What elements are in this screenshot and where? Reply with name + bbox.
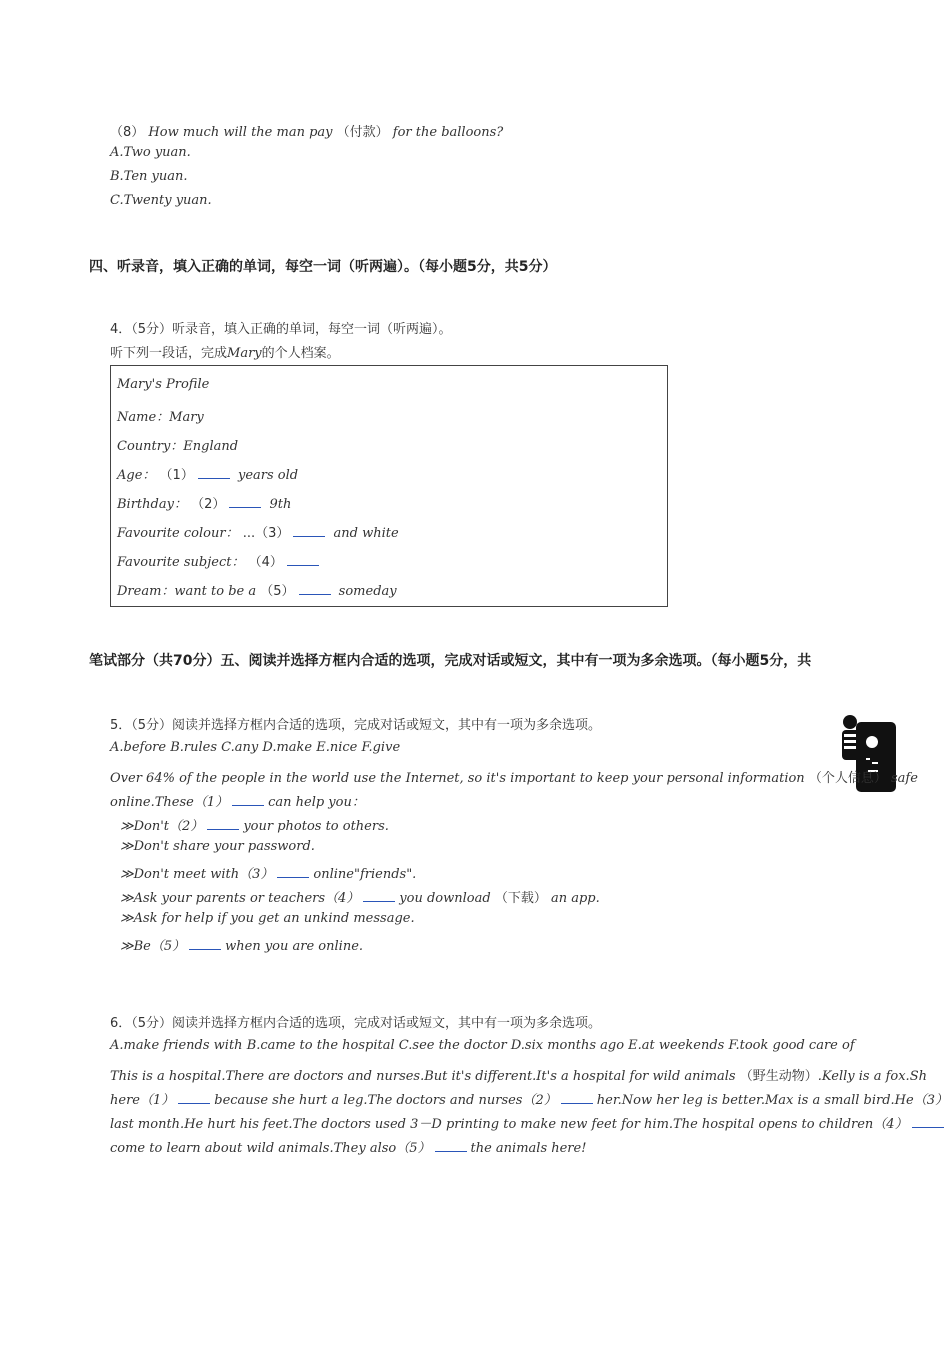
q5-rule-6-text: ≫Be（5） [120,939,186,954]
q4-instruction-name: Mary [227,346,262,361]
q6-line-2-tail: her.Now her leg is better.Max is a small bird.He（3） [596,1093,948,1108]
section-4-header: 四、听录音，填入正确的单词，每空一词（听两遍）。（每小题5分，共5分） [89,259,557,275]
profile-dream-label: Dream：want to be a [117,584,257,599]
q6-blank-4[interactable] [912,1115,944,1128]
q4-instruction-a: 听下列一段话，完成 [110,346,228,361]
q5-label: 5．（5分）阅读并选择方框内合适的选项，完成对话或短文，其中有一项为多余选项。 [110,718,602,733]
q5-line-2-text: online.These（1） [110,795,229,810]
answer-blank-4[interactable] [287,553,319,566]
q6-line-1-tail: .Kelly is a fox.Sh [817,1069,927,1084]
q5-line-1-text: Over 64% of the people in the world use the Internet, so it's important to keep your personal information [110,771,805,786]
q6-line-1-cn: （野生动物） [739,1069,818,1084]
answer-blank-5[interactable] [299,582,331,595]
q6-line-3 [110,1113,948,1132]
profile-colour-label: Favourite colour： [117,526,239,541]
profile-colour [117,522,399,541]
profile-dream-suffix: someday [338,584,397,599]
profile-name: Name：Mary [117,410,204,425]
q5-rule-4-mid: you download [399,891,491,906]
q5-rule-4-tail: an app. [550,891,600,906]
q6-line-2 [110,1089,948,1108]
blank-number-1: （1） [159,468,194,483]
profile-birthday [117,493,291,512]
q5-rule-3-text: ≫Don't meet with（3） [120,867,274,882]
q5-options: A.before B.rules C.any D.make E.nice F.give [110,740,401,755]
q5-blank-2[interactable] [207,817,239,830]
q6-options: A.make friends with B.came to the hospital C.see the doctor D.six months ago E.at weekends F.took good care of [110,1038,855,1053]
q8-option-b: B.Ten yuan. [110,169,188,184]
q6-line-1 [110,1065,927,1084]
profile-country: Country：England [117,439,239,454]
q5-rule-3-tail: online"friends". [313,867,417,882]
q6-blank-2[interactable] [561,1091,593,1104]
q8-question [110,121,503,140]
q4-label: 4．（5分）听录音，填入正确的单词，每空一词（听两遍）。 [110,322,452,337]
q5-rule-6 [120,935,363,954]
q5-rule-1-tail: your photos to others. [243,819,389,834]
q4-instruction [110,342,340,361]
q5-blank-5[interactable] [189,937,221,950]
q8-option-a: A.Two yuan. [110,145,191,160]
profile-birthday-suffix: 9th [269,497,292,512]
q8-question-cn: （付款） [336,125,389,140]
q5-rule-5: ≫Ask for help if you get an unkind message. [120,911,415,926]
answer-blank-2[interactable] [229,495,261,508]
profile-colour-suffix: and white [333,526,399,541]
q5-rule-4-cn: （下载） [494,891,547,906]
q6-passage [110,1062,948,1162]
q6-label: 6．（5分）阅读并选择方框内合适的选项，完成对话或短文，其中有一项为多余选项。 [110,1016,602,1031]
q8-question-text-b: for the balloons? [392,125,504,140]
q5-rule-1-text: ≫Don't（2） [120,819,204,834]
q5-rule-4 [120,887,600,906]
q6-blank-5[interactable] [435,1139,467,1152]
profile-title: Mary's Profile [117,377,210,392]
q5-rule-4-text: ≫Ask your parents or teachers（4） [120,891,360,906]
q8-question-text-a: How much will the man pay [148,125,333,140]
q6-line-4-tail: the animals here! [470,1141,587,1156]
blank-number-2: （2） [191,497,226,512]
q6-line-3-text: last month.He hurt his feet.The doctors used 3－D printing to make new feet for him.The hospital opens to children（4） [110,1117,908,1132]
q5-blank-4[interactable] [363,889,395,902]
q5-rule-2: ≫Don't share your password. [120,839,315,854]
blank-number-4: （4） [248,555,283,570]
profile-age-label: Age： [117,468,156,483]
profile-box [110,365,668,607]
section-5-header-clip [89,650,877,672]
answer-blank-3[interactable] [293,524,325,537]
q5-blank-3[interactable] [277,865,309,878]
q8-number: （8） [110,125,145,140]
q5-rule-6-tail: when you are online. [225,939,364,954]
q6-line-4 [110,1137,586,1156]
q5-blank-1[interactable] [232,793,264,806]
profile-dream [117,580,397,599]
q6-line-4-text: come to learn about wild animals.They also（5） [110,1141,431,1156]
q6-line-2-mid: because she hurt a leg.The doctors and nurses（2） [214,1093,557,1108]
q5-line-2-tail: can help you： [268,795,365,810]
blank-number-3: ...（3） [242,526,290,541]
q4-instruction-b: 的个人档案。 [261,346,340,361]
q5-rule-3 [120,863,416,882]
q5-line-1-tail: safe [890,771,918,786]
q6-line-1-text: This is a hospital.There are doctors and nurses.But it's different.It's a hospital for wild animals [110,1069,736,1084]
q8-option-c: C.Twenty yuan. [110,193,212,208]
q6-line-2-text: here（1） [110,1093,175,1108]
q5-line-1-cn: （个人信息） [808,771,887,786]
profile-age [117,464,298,483]
section-5-header: 笔试部分（共70分）五、阅读并选择方框内合适的选项，完成对话或短文，其中有一项为多余选项。（每小题5分，共 [89,653,812,669]
answer-blank-1[interactable] [198,466,230,479]
profile-age-suffix: years old [237,468,299,483]
q5-line-1 [110,767,918,786]
q5-rule-1 [120,815,389,834]
q6-blank-1[interactable] [178,1091,210,1104]
blank-number-5: （5） [260,584,295,599]
profile-subject [117,551,323,570]
q5-line-2 [110,791,365,810]
profile-subject-label: Favourite subject： [117,555,245,570]
profile-birthday-label: Birthday： [117,497,187,512]
